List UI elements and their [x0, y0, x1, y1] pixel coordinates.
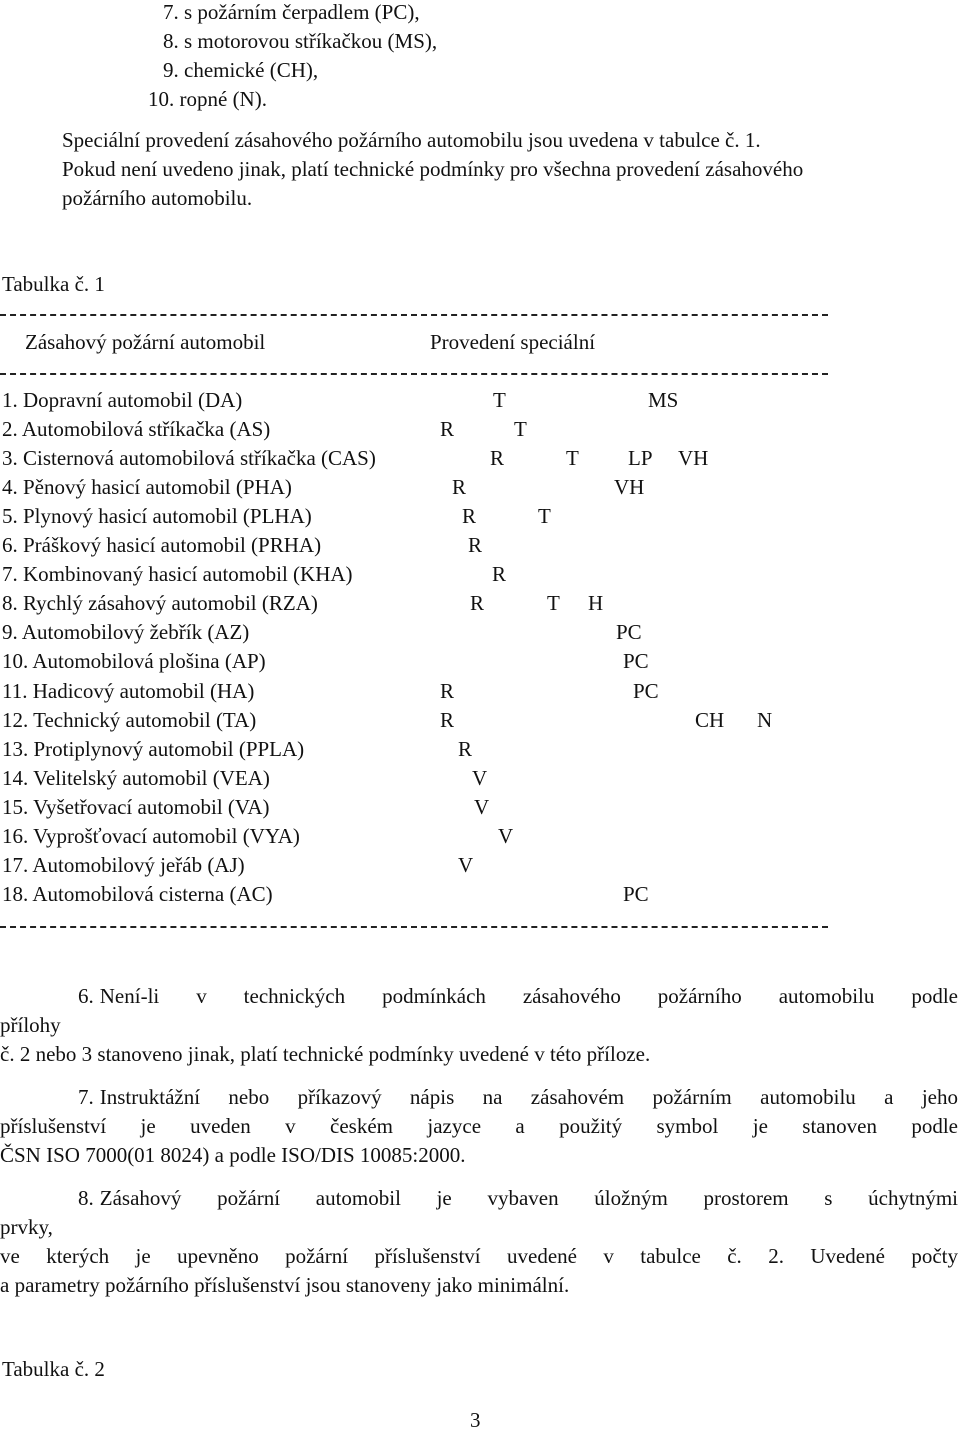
row-vehicle-name: 11. Hadicový automobil (HA) [2, 678, 255, 703]
list-item: 8. s motorovou stříkačkou (MS), [163, 29, 438, 53]
row-variant-code: R [492, 562, 507, 587]
row-variant-code: V [458, 852, 474, 877]
row-vehicle-name: 12. Technický automobil (TA) [2, 707, 257, 732]
row-variant-code: T [538, 504, 551, 529]
row-vehicle-name: 8. Rychlý zásahový automobil (RZA) [2, 591, 318, 616]
row-vehicle-name: 18. Automobilová cisterna (AC) [2, 881, 273, 906]
row-variant-code: V [474, 794, 490, 819]
row-variant-code: VH [614, 475, 645, 500]
row-variant-code: R [440, 678, 455, 703]
intro-line: požárního automobilu. [62, 186, 253, 210]
list-item: 9. chemické (CH), [163, 58, 319, 82]
row-variant-code: PC [633, 678, 659, 703]
row-variant-code: R [468, 533, 483, 558]
row-vehicle-name: 13. Protiplynový automobil (PPLA) [2, 736, 305, 761]
table-divider [0, 926, 828, 931]
row-variant-code: T [547, 591, 560, 616]
row-variant-code: R [462, 504, 477, 529]
row-variant-code: V [472, 765, 488, 790]
table-header-col1: Zásahový požární automobil [25, 330, 266, 354]
row-vehicle-name: 2. Automobilová stříkačka (AS) [2, 417, 271, 442]
row-vehicle-name: 17. Automobilový jeřáb (AJ) [2, 852, 245, 877]
table-divider [0, 314, 828, 319]
row-variant-code: VH [678, 446, 709, 471]
row-variant-code: H [588, 591, 604, 616]
paragraph-7: 7. Instruktážní nebo příkazový nápis na zásahovém požárním automobilu a jeho příslušenství je uveden v českém jazyce a použitý symbol je stanoven podle ČSN ISO 7000(01 8024) a podle ISO/DIS 10085:2000. [0, 1085, 958, 1167]
row-vehicle-name: 14. Velitelský automobil (VEA) [2, 765, 270, 790]
row-vehicle-name: 6. Práškový hasicí automobil (PRHA) [2, 533, 322, 558]
paragraph-number: 6. [78, 984, 94, 1008]
intro-line: Pokud není uvedeno jinak, platí technické podmínky pro všechna provedení zásahového [62, 157, 804, 181]
row-vehicle-name: 15. Vyšetřovací automobil (VA) [2, 794, 270, 819]
row-variant-code: V [498, 823, 514, 848]
row-vehicle-name: 3. Cisternová automobilová stříkačka (CAS) [2, 446, 376, 471]
intro-line: Speciální provedení zásahového požárního automobilu jsou uvedena v tabulce č. 1. [62, 128, 761, 152]
row-variant-code: CH [695, 707, 725, 732]
table-caption: Tabulka č. 2 [2, 1357, 105, 1381]
row-variant-code: R [440, 707, 455, 732]
row-variant-code: R [440, 417, 455, 442]
row-variant-code: MS [648, 388, 679, 412]
table-caption: Tabulka č. 1 [2, 272, 105, 296]
row-variant-code: N [757, 707, 773, 732]
table-header-col2: Provedení speciální [430, 330, 596, 354]
row-variant-code: PC [623, 881, 649, 906]
row-vehicle-name: 1. Dopravní automobil (DA) [2, 388, 243, 412]
row-vehicle-name: 7. Kombinovaný hasicí automobil (KHA) [2, 562, 353, 587]
row-variant-code: T [566, 446, 579, 471]
paragraph-6: 6. Není-li v technických podmínkách zásahového požárního automobilu podle přílohy č. 2 nebo 3 stanoveno jinak, platí technické podmínky uvedené v této příloze. [0, 984, 958, 1066]
row-vehicle-name: 9. Automobilový žebřík (AZ) [2, 620, 250, 645]
row-vehicle-name: 5. Plynový hasicí automobil (PLHA) [2, 504, 312, 529]
table-divider [0, 373, 828, 378]
paragraph-8: 8. Zásahový požární automobil je vybaven úložným prostorem s úchytnými prvky, ve kterých je upevněno požární příslušenství uvedené v tabulce č. 2. Uvedené počty a parametry požárního příslušenství jsou stanoveny jako minimální. [0, 1186, 958, 1297]
list-item: 10. ropné (N). [148, 87, 267, 111]
row-vehicle-name: 16. Vyprošťovací automobil (VYA) [2, 823, 300, 848]
row-vehicle-name: 4. Pěnový hasicí automobil (PHA) [2, 475, 292, 500]
row-variant-code: T [493, 388, 506, 412]
row-vehicle-name: 10. Automobilová plošina (AP) [2, 649, 266, 674]
row-variant-code: PC [616, 620, 642, 645]
page-number: 3 [470, 1408, 481, 1432]
paragraph-number: 7. [78, 1085, 94, 1109]
list-item: 7. s požárním čerpadlem (PC), [163, 0, 420, 24]
row-variant-code: R [470, 591, 485, 616]
row-variant-code: R [490, 446, 505, 471]
paragraph-number: 8. [78, 1186, 94, 1210]
row-variant-code: R [458, 736, 473, 761]
row-variant-code: T [514, 417, 527, 442]
row-variant-code: PC [623, 649, 649, 674]
row-variant-code: LP [628, 446, 653, 471]
row-variant-code: R [452, 475, 467, 500]
